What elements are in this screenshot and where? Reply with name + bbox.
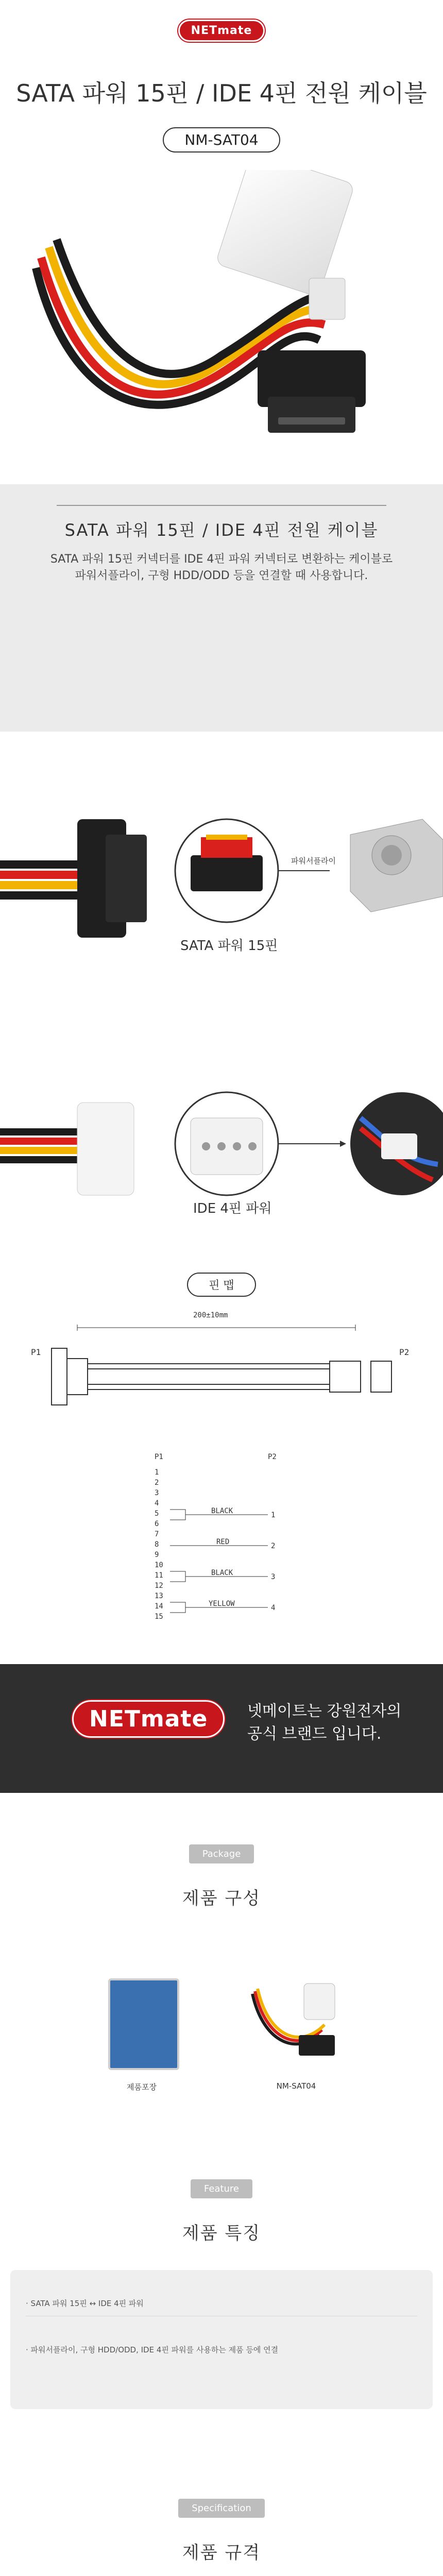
p1-pin: 3 (155, 1489, 159, 1497)
pinmap-section (0, 1262, 443, 1664)
p1-pin: 9 (155, 1551, 159, 1559)
sata-label: SATA 파워 15핀 (180, 938, 278, 954)
package-item-label: 제품포장 (127, 2082, 157, 2092)
package-item-box (108, 1978, 179, 2070)
package-items (0, 1978, 443, 2133)
feature-box (10, 2270, 433, 2409)
p1-pin: 12 (155, 1582, 163, 1590)
psu-label: 파워서플라이 (291, 856, 336, 866)
p2-pin: 2 (271, 1542, 276, 1550)
header-section (0, 0, 443, 170)
sata-connector (258, 350, 366, 433)
ide-detail-section (0, 1041, 443, 1262)
cable-illustration (0, 170, 443, 489)
spec-tag: Specification (178, 2499, 265, 2518)
p1-pin: 14 (155, 1602, 163, 1611)
ide-detail-illustration (0, 1041, 443, 1262)
feature-section (0, 2148, 443, 2437)
intro-description (0, 551, 443, 584)
p2-pin: 3 (271, 1573, 276, 1581)
brand-band-logo: NETmate (72, 1700, 225, 1738)
brand-band-line: 넷메이트는 강원전자의 (247, 1702, 402, 1720)
p1-pin: 5 (155, 1510, 159, 1518)
sata-detail-section (0, 732, 443, 1041)
feature-line: · 파워서플라이, 구형 HDD/ODD, IDE 4핀 파워를 사용하는 제품 등에 연결 (26, 2345, 279, 2354)
pinmap-tag: 핀 맵 (187, 1273, 256, 1297)
package-section (0, 1793, 443, 2148)
feature-line: · SATA 파워 15핀 ↔ IDE 4핀 파워 (26, 2291, 417, 2316)
molex-connector (215, 170, 355, 319)
package-item-label: NM-SAT04 (276, 2081, 316, 2091)
p1-pin: 10 (155, 1561, 163, 1569)
pinmap-p1-pins (155, 1468, 163, 1623)
hero-product-image (0, 170, 443, 489)
intro-spacer (0, 582, 443, 732)
intro-section (0, 484, 443, 582)
pinmap-table (155, 1453, 309, 1649)
p1-pin: 1 (155, 1468, 159, 1477)
brand-band (0, 1664, 443, 1793)
psu-illustration (350, 819, 443, 912)
p2-pin: 1 (271, 1511, 276, 1519)
spec-title: 제품 규격 (182, 2543, 261, 2563)
intro-description-line: SATA 파워 15핀 커넥터를 IDE 4핀 파워 커넥터로 변환하는 케이블로 (50, 553, 393, 566)
brand-band-text (247, 1700, 401, 1745)
intro-description-line: 파워서플라이, 구형 HDD/ODD 등을 연결할 때 사용합니다. (75, 569, 368, 582)
ide-label: IDE 4핀 파워 (193, 1201, 272, 1216)
model-badge: NM-SAT04 (163, 127, 280, 152)
package-title: 제품 구성 (182, 1888, 261, 1909)
package-cable-image (242, 1978, 345, 2071)
package-tag: Package (189, 1844, 254, 1863)
pinmap-lines (165, 1468, 299, 1638)
wire-label-yellow: YELLOW (209, 1600, 235, 1608)
sata-detail-illustration (0, 732, 443, 1041)
brand-logo: NETmate (178, 20, 265, 42)
pinmap-length: 200±10mm (193, 1311, 228, 1319)
p1-pin: 13 (155, 1592, 163, 1600)
p1-pin: 4 (155, 1499, 159, 1507)
brand-band-line: 공식 브랜드 입니다. (247, 1725, 382, 1743)
p1-pin: 11 (155, 1571, 163, 1580)
p1-pin: 6 (155, 1520, 159, 1528)
pinmap-cable-diagram (0, 1312, 443, 1436)
feature-title: 제품 특징 (182, 2223, 261, 2244)
pinmap-p1-header: P1 (155, 1453, 163, 1461)
pinmap-p2-label: P2 (399, 1347, 410, 1357)
p1-pin: 15 (155, 1613, 163, 1621)
wire-label-black: BLACK (211, 1569, 233, 1577)
pinmap-p1-label: P1 (31, 1347, 41, 1357)
p1-pin: 7 (155, 1530, 159, 1538)
intro-title: SATA 파워 15핀 / IDE 4핀 전원 케이블 (64, 520, 379, 540)
product-title: SATA 파워 15핀 / IDE 4핀 전원 케이블 (16, 79, 427, 107)
spec-section (0, 2437, 443, 2576)
p1-pin: 8 (155, 1540, 159, 1549)
wire-label-red: RED (216, 1538, 230, 1546)
p1-pin: 2 (155, 1479, 159, 1487)
pinmap-p2-header: P2 (268, 1453, 277, 1461)
p2-pin: 4 (271, 1604, 276, 1612)
wire-label-black: BLACK (211, 1507, 233, 1515)
feature-tag: Feature (191, 2179, 252, 2198)
